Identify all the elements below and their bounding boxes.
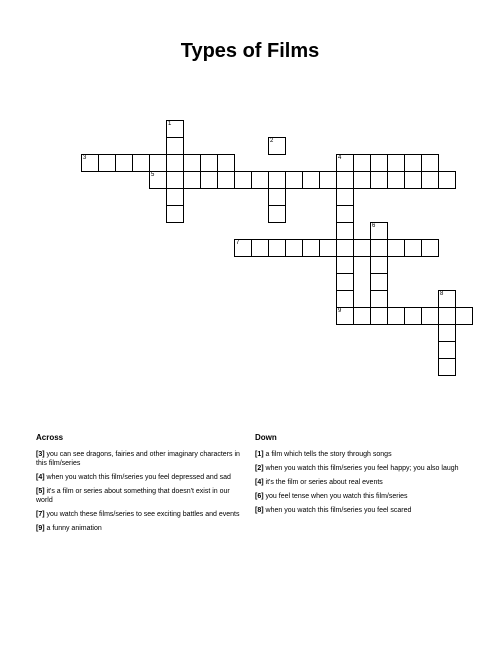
clue-down-4: [4] it's the film or series about real events (255, 479, 383, 486)
grid-cell[interactable] (166, 154, 184, 172)
across-clues (36, 433, 246, 538)
grid-cell[interactable] (268, 137, 286, 155)
grid-cell[interactable] (387, 307, 405, 325)
clue-down-6: [6] you feel tense when you watch this film/series (255, 493, 408, 500)
grid-cell[interactable] (438, 307, 456, 325)
grid-cell[interactable] (166, 171, 184, 189)
grid-cell[interactable] (438, 290, 456, 308)
clue-number: 1 (168, 121, 172, 127)
grid-cell[interactable] (404, 239, 422, 257)
grid-cell[interactable] (404, 171, 422, 189)
grid-cell[interactable] (149, 154, 167, 172)
grid-cell[interactable] (336, 222, 354, 240)
clue-down-1: [1] a film which tells the story through songs (255, 451, 392, 458)
grid-cell[interactable] (421, 307, 439, 325)
grid-cell[interactable] (370, 256, 388, 274)
grid-cell[interactable] (234, 239, 252, 257)
grid-cell[interactable] (438, 358, 456, 376)
grid-cell[interactable] (404, 307, 422, 325)
grid-cell[interactable] (370, 154, 388, 172)
grid-cell[interactable] (217, 171, 235, 189)
grid-cell[interactable] (268, 205, 286, 223)
grid-cell[interactable] (183, 171, 201, 189)
grid-cell[interactable] (302, 239, 320, 257)
grid-cell[interactable] (115, 154, 133, 172)
clue-number: 8 (440, 291, 444, 297)
clue-across-5: [5] it's a film or series about something that doesn't exist in our world (36, 488, 230, 504)
grid-cell[interactable] (81, 154, 99, 172)
grid-cell[interactable] (336, 154, 354, 172)
grid-cell[interactable] (421, 239, 439, 257)
grid-cell[interactable] (370, 239, 388, 257)
grid-cell[interactable] (166, 205, 184, 223)
clue-across-9: [9] a funny animation (36, 525, 102, 532)
grid-cell[interactable] (285, 171, 303, 189)
clue-number: 2 (270, 138, 274, 144)
grid-cell[interactable] (353, 307, 371, 325)
grid-cell[interactable] (336, 239, 354, 257)
grid-cell[interactable] (166, 188, 184, 206)
grid-cell[interactable] (387, 239, 405, 257)
grid-cell[interactable] (370, 171, 388, 189)
grid-cell[interactable] (370, 307, 388, 325)
grid-cell[interactable] (251, 239, 269, 257)
clue-across-7: [7] you watch these films/series to see exciting battles and events (36, 511, 240, 518)
grid-cell[interactable] (166, 137, 184, 155)
grid-cell[interactable] (336, 171, 354, 189)
grid-cell[interactable] (234, 171, 252, 189)
grid-cell[interactable] (336, 205, 354, 223)
grid-cell[interactable] (455, 307, 473, 325)
grid-cell[interactable] (421, 154, 439, 172)
down-clues (255, 433, 465, 520)
clue-across-4: [4] when you watch this film/series you feel depressed and sad (36, 474, 231, 481)
grid-cell[interactable] (268, 171, 286, 189)
clue-number: 5 (151, 172, 155, 178)
grid-cell[interactable] (149, 171, 167, 189)
grid-cell[interactable] (370, 222, 388, 240)
puzzle-title: Types of Films (180, 40, 320, 62)
clue-down-2: [2] when you watch this film/series you feel happy; you also laugh (255, 465, 459, 472)
grid-cell[interactable] (200, 154, 218, 172)
clue-number: 3 (83, 155, 87, 161)
grid-cell[interactable] (370, 290, 388, 308)
grid-cell[interactable] (404, 154, 422, 172)
grid-cell[interactable] (438, 171, 456, 189)
grid-cell[interactable] (183, 154, 201, 172)
grid-cell[interactable] (438, 341, 456, 359)
grid-cell[interactable] (353, 154, 371, 172)
clue-number: 7 (236, 240, 240, 246)
grid-cell[interactable] (336, 307, 354, 325)
clue-number: 9 (338, 308, 342, 314)
grid-cell[interactable] (268, 188, 286, 206)
grid-cell[interactable] (353, 239, 371, 257)
clue-number: 6 (372, 223, 376, 229)
grid-cell[interactable] (200, 171, 218, 189)
grid-cell[interactable] (336, 273, 354, 291)
grid-cell[interactable] (319, 239, 337, 257)
clue-down-8: [8] when you watch this film/series you feel scared (255, 507, 412, 514)
grid-cell[interactable] (268, 239, 286, 257)
clue-number: 4 (338, 155, 342, 161)
grid-cell[interactable] (336, 256, 354, 274)
grid-cell[interactable] (98, 154, 116, 172)
grid-cell[interactable] (336, 188, 354, 206)
grid-cell[interactable] (421, 171, 439, 189)
across-heading: Across (36, 433, 64, 442)
grid-cell[interactable] (251, 171, 269, 189)
grid-cell[interactable] (132, 154, 150, 172)
grid-cell[interactable] (387, 171, 405, 189)
grid-cell[interactable] (217, 154, 235, 172)
grid-cell[interactable] (387, 154, 405, 172)
grid-cell[interactable] (370, 273, 388, 291)
grid-cell[interactable] (285, 239, 303, 257)
grid-cell[interactable] (319, 171, 337, 189)
grid-cell[interactable] (438, 324, 456, 342)
clue-across-3: [3] you can see dragons, fairies and other imaginary characters in this film/series (36, 451, 240, 467)
grid-cell[interactable] (336, 290, 354, 308)
grid-cell[interactable] (166, 120, 184, 138)
down-heading: Down (255, 433, 277, 442)
grid-cell[interactable] (302, 171, 320, 189)
grid-cell[interactable] (353, 171, 371, 189)
